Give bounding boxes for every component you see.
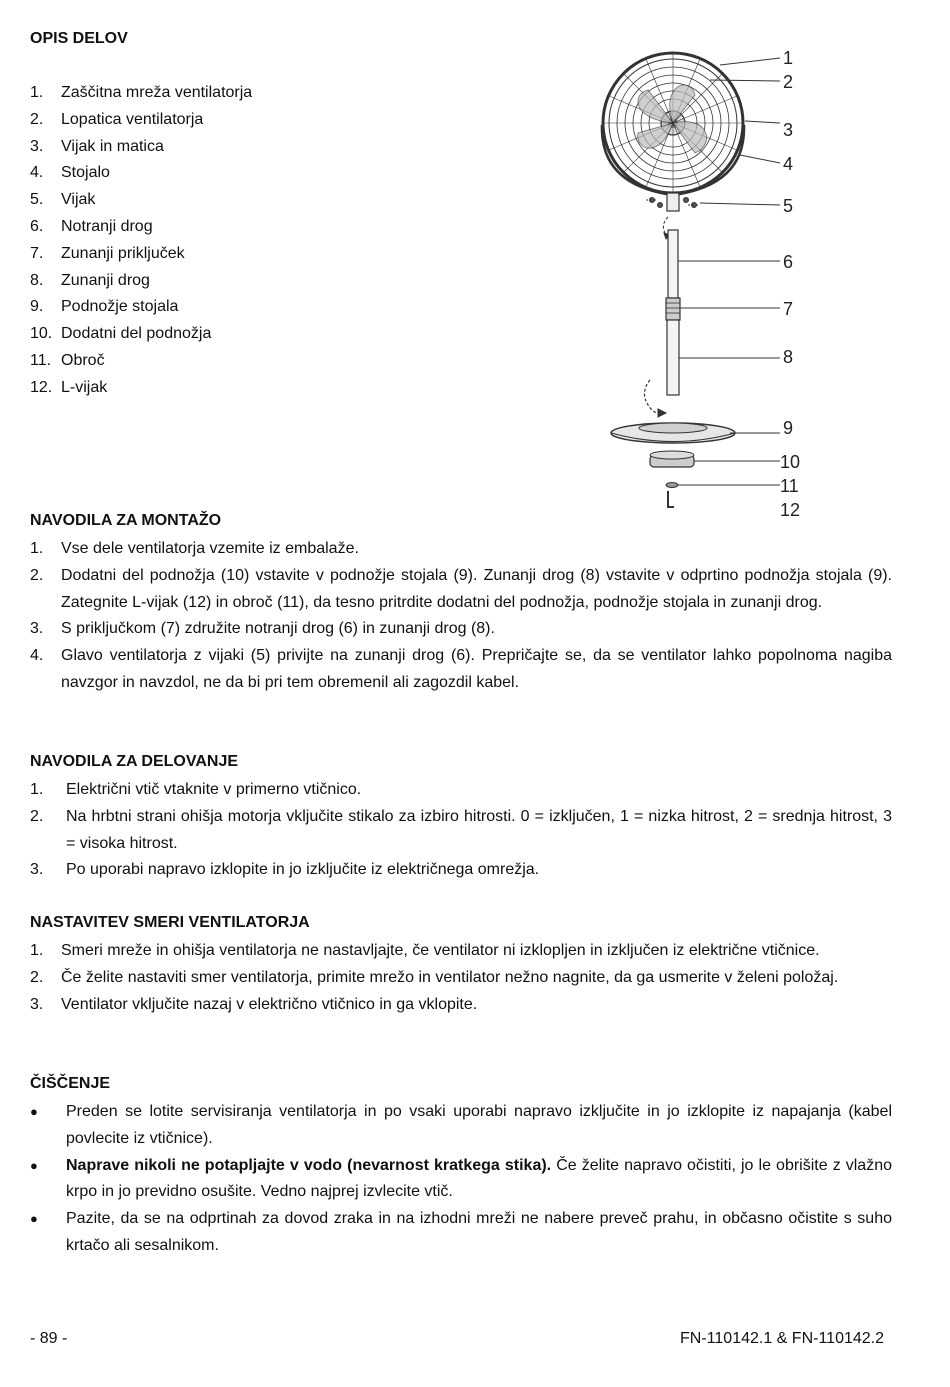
cleaning-list <box>30 1099 892 1260</box>
list-item: 2. Na hrbtni strani ohišja motorja vključite stikalo za izbiro hitrosti. 0 = izključen, 1 = nizka hitrost, 2 = srednja hitrost, 3 = visoka hitrost. <box>30 807 892 852</box>
list-item: 6. Notranji drog <box>30 217 153 235</box>
list-item: 3. Vijak in matica <box>30 137 164 155</box>
list-item: ● Pazite, da se na odprtinah za dovod zraka in na izhodni mreži ne nabere preveč prahu, in občasno očistite s suho krtačo ali sesalnikom. <box>30 1210 892 1254</box>
callout-8: 8 <box>783 347 794 367</box>
pole-illustration <box>644 230 680 417</box>
callout-10: 10 <box>780 452 801 472</box>
callout-4: 4 <box>783 154 794 174</box>
list-item: 1. Smeri mreže in ohišja ventilatorja ne nastavljajte, če ventilator ni izklopljen in izključen iz električne vtičnice. <box>30 942 820 959</box>
parts-list <box>30 80 430 402</box>
list-item: 2. Dodatni del podnožja (10) vstavite v podnožje stojala (9). Zunanji drog (8) vstavite v odprtino podnožja stojala (9). Zategnite L-vijak (12) in obroč (11), da tesno pritrdite dodatni del podnožja, podnožje stojala in zunanji drog. <box>30 566 892 611</box>
list-item: 2. Če želite nastaviti smer ventilatorja, primite mrežo in ventilator nežno nagnite, da ga usmerite v želeni položaj. <box>30 968 839 986</box>
callout-1: 1 <box>783 48 794 68</box>
base-illustration <box>611 423 735 507</box>
fan-parts-diagram <box>600 45 830 525</box>
list-item: 3. Ventilator vključite nazaj v električno vtičnico in ga vklopite. <box>30 995 478 1013</box>
list-item: 2. Lopatica ventilatorja <box>30 110 204 128</box>
list-item: 4. Glavo ventilatorja z vijaki (5) privijte na zunanji drog (6). Prepričajte se, da se ventilator lahko popolnoma nagiba navzgor in navzdol, ne da bi pri tem obremenil ali zagozdil kabel. <box>30 647 892 691</box>
list-item: 1. Električni vtič vtaknite v primerno vtičnico. <box>30 781 362 798</box>
callout-9: 9 <box>783 418 794 438</box>
direction-heading: NASTAVITEV SMERI VENTILATORJA <box>30 914 310 931</box>
callout-7: 7 <box>783 299 794 319</box>
list-item: 3. S priključkom (7) združite notranji drog (6) in zunanji drog (8). <box>30 620 495 638</box>
callout-2: 2 <box>783 72 794 92</box>
assembly-list <box>30 536 892 697</box>
operation-list <box>30 777 892 884</box>
list-item: 11. Obroč <box>30 351 105 369</box>
parts-heading: OPIS DELOV <box>30 30 128 47</box>
list-item: 1. Zaščitna mreža ventilatorja <box>30 84 253 101</box>
callout-3: 3 <box>783 120 794 140</box>
list-item: 7. Zunanji priključek <box>30 244 185 262</box>
list-item: 12. L-vijak <box>30 378 108 396</box>
list-item: 10. Dodatni del podnožja <box>30 325 212 343</box>
cleaning-heading: ČIŠČENJE <box>30 1075 111 1092</box>
operation-heading: NAVODILA ZA DELOVANJE <box>30 753 239 770</box>
callout-11: 11 <box>780 476 799 496</box>
callout-5: 5 <box>783 196 794 216</box>
list-item: 9. Podnožje stojala <box>30 298 179 316</box>
list-item: 5. Vijak <box>30 191 96 209</box>
callout-6: 6 <box>783 252 794 272</box>
list-item: ● Naprave nikoli ne potapljajte v vodo (nevarnost kratkega stika). Če želite napravo očistiti, jo le obrišite z vlažno krpo in jo previdno osušite. Vedno najprej izvlecite vtič. <box>30 1156 893 1201</box>
list-item: 4. Stojalo <box>30 164 110 182</box>
list-item: 3. Po uporabi napravo izklopite in jo izključite iz električnega omrežja. <box>30 861 540 879</box>
callout-12: 12 <box>780 500 801 520</box>
model-number: FN-110142.1 & FN-110142.2 <box>680 1330 884 1347</box>
assembly-heading: NAVODILA ZA MONTAŽO <box>30 512 222 529</box>
direction-list <box>30 938 892 1018</box>
fan-guard-illustration <box>602 53 744 195</box>
list-item: 8. Zunanji drog <box>30 271 150 289</box>
page-number: - 89 - <box>30 1330 68 1347</box>
list-item: 1. Vse dele ventilatorja vzemite iz embalaže. <box>30 540 359 557</box>
list-item: ● Preden se lotite servisiranja ventilatorja in po vsaki uporabi napravo izključite in jo izklopite iz napajanja (kabel povlecite iz vtičnice). <box>30 1103 892 1147</box>
